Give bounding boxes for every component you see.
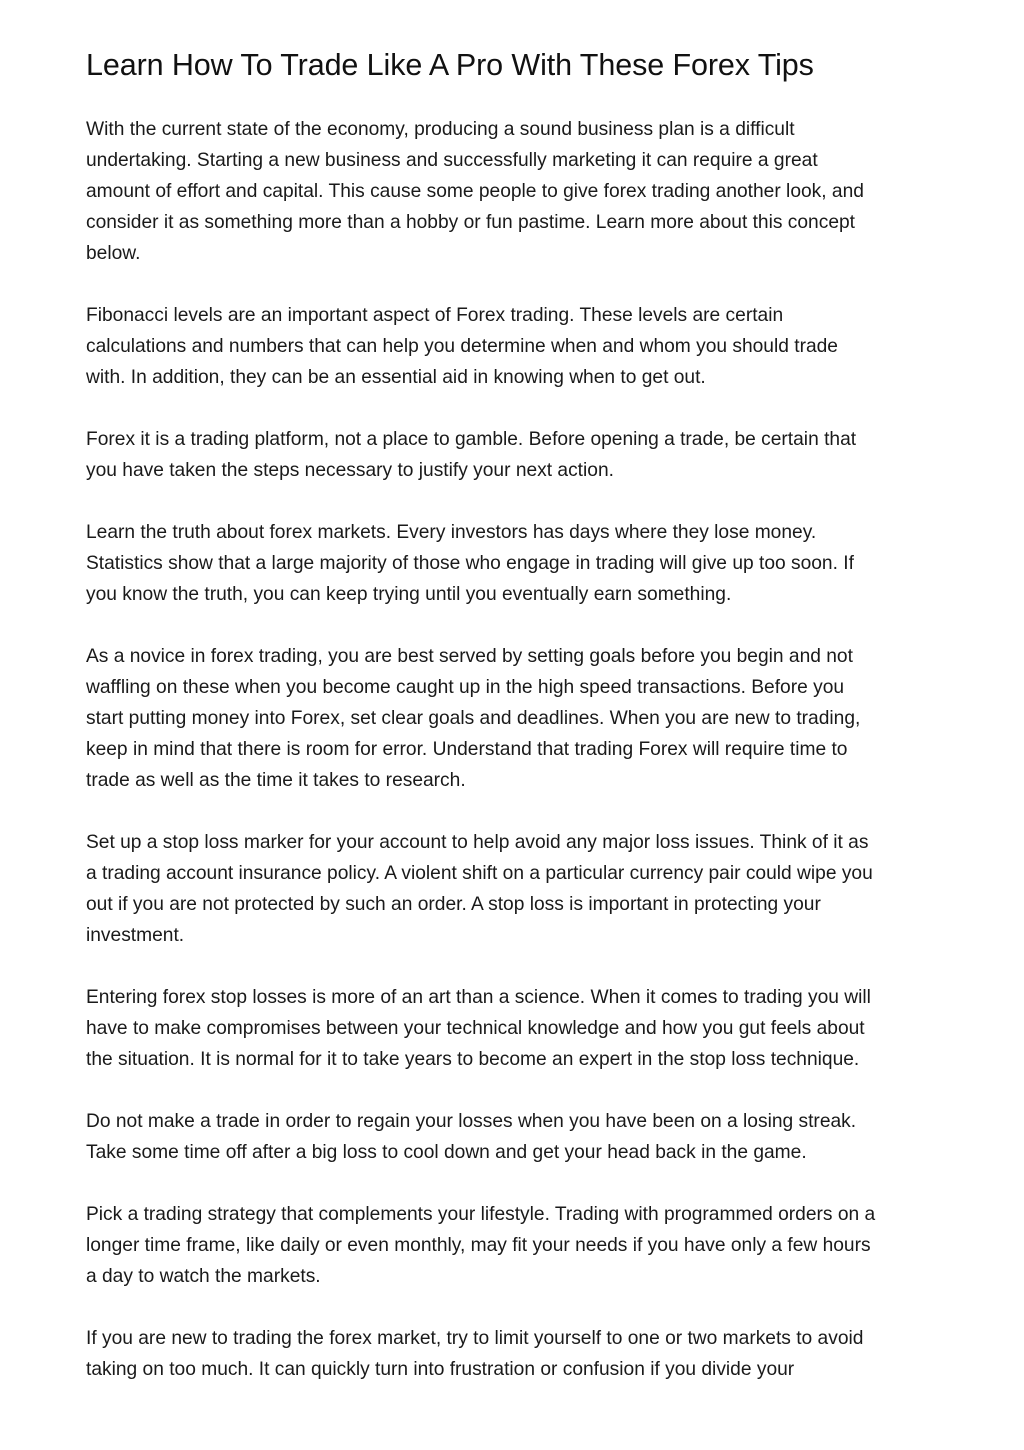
paragraph-line: Fibonacci levels are an important aspect of Forex trading. These levels are certain — [86, 305, 784, 326]
paragraph-line: If you are new to trading the forex market, try to limit yourself to one or two markets to avoid — [86, 1328, 864, 1349]
paragraph-line: Take some time off after a big loss to cool down and get your head back in the game. — [86, 1142, 807, 1163]
paragraph-line: the situation. It is normal for it to take years to become an expert in the stop loss technique. — [86, 1049, 860, 1070]
paragraph — [86, 982, 948, 1075]
paragraph — [86, 517, 948, 610]
paragraph-line: a trading account insurance policy. A violent shift on a particular currency pair could wipe you — [86, 863, 873, 884]
paragraph — [86, 1199, 948, 1292]
paragraph — [86, 300, 948, 393]
paragraph-line: Learn the truth about forex markets. Every investors has days where they lose money. — [86, 522, 817, 543]
paragraph-line: start putting money into Forex, set clear goals and deadlines. When you are new to trading, — [86, 708, 861, 729]
paragraph-line: calculations and numbers that can help you determine when and whom you should trade — [86, 336, 838, 357]
paragraph-line: undertaking. Starting a new business and successfully marketing it can require a great — [86, 150, 818, 171]
paragraph-line: out if you are not protected by such an order. A stop loss is important in protecting your — [86, 894, 821, 915]
paragraph-line: investment. — [86, 925, 185, 946]
paragraph-line: longer time frame, like daily or even monthly, may fit your needs if you have only a few hours — [86, 1235, 871, 1256]
paragraph-line: amount of effort and capital. This cause some people to give forex trading another look, and — [86, 181, 864, 202]
paragraph-line: below. — [86, 243, 141, 264]
paragraph-line: Set up a stop loss marker for your account to help avoid any major loss issues. Think of it as — [86, 832, 869, 853]
paragraph-line: Pick a trading strategy that complements your lifestyle. Trading with programmed orders on a — [86, 1204, 876, 1225]
paragraph — [86, 1323, 948, 1385]
document-title: Learn How To Trade Like A Pro With These Forex Tips — [86, 48, 814, 82]
paragraph — [86, 641, 948, 796]
paragraph-line: Entering forex stop losses is more of an art than a science. When it comes to trading you will — [86, 987, 871, 1008]
paragraph-line: Do not make a trade in order to regain your losses when you have been on a losing streak. — [86, 1111, 857, 1132]
paragraph-line: consider it as something more than a hobby or fun pastime. Learn more about this concept — [86, 212, 855, 233]
paragraph-line: you have taken the steps necessary to justify your next action. — [86, 460, 614, 481]
paragraph — [86, 424, 948, 486]
paragraph-line: Forex it is a trading platform, not a place to gamble. Before opening a trade, be certain that — [86, 429, 857, 450]
paragraph-line: As a novice in forex trading, you are best served by setting goals before you begin and not — [86, 646, 853, 667]
paragraph — [86, 1106, 948, 1168]
paragraph-line: keep in mind that there is room for error. Understand that trading Forex will require time to — [86, 739, 848, 760]
paragraph-line: Statistics show that a large majority of those who engage in trading will give up too soon. If — [86, 553, 854, 574]
paragraph-line: waffling on these when you become caught up in the high speed transactions. Before you — [86, 677, 845, 698]
document-body — [86, 114, 948, 1416]
paragraph-line: a day to watch the markets. — [86, 1266, 321, 1287]
paragraph-line: with. In addition, they can be an essential aid in knowing when to get out. — [86, 367, 706, 388]
paragraph-line: have to make compromises between your technical knowledge and how you gut feels about — [86, 1018, 865, 1039]
paragraph-line: you know the truth, you can keep trying until you eventually earn something. — [86, 584, 732, 605]
paragraph — [86, 827, 948, 951]
paragraph-line: taking on too much. It can quickly turn into frustration or confusion if you divide your — [86, 1359, 795, 1380]
paragraph-line: With the current state of the economy, producing a sound business plan is a difficult — [86, 119, 795, 140]
paragraph — [86, 114, 948, 269]
paragraph-line: trade as well as the time it takes to research. — [86, 770, 466, 791]
